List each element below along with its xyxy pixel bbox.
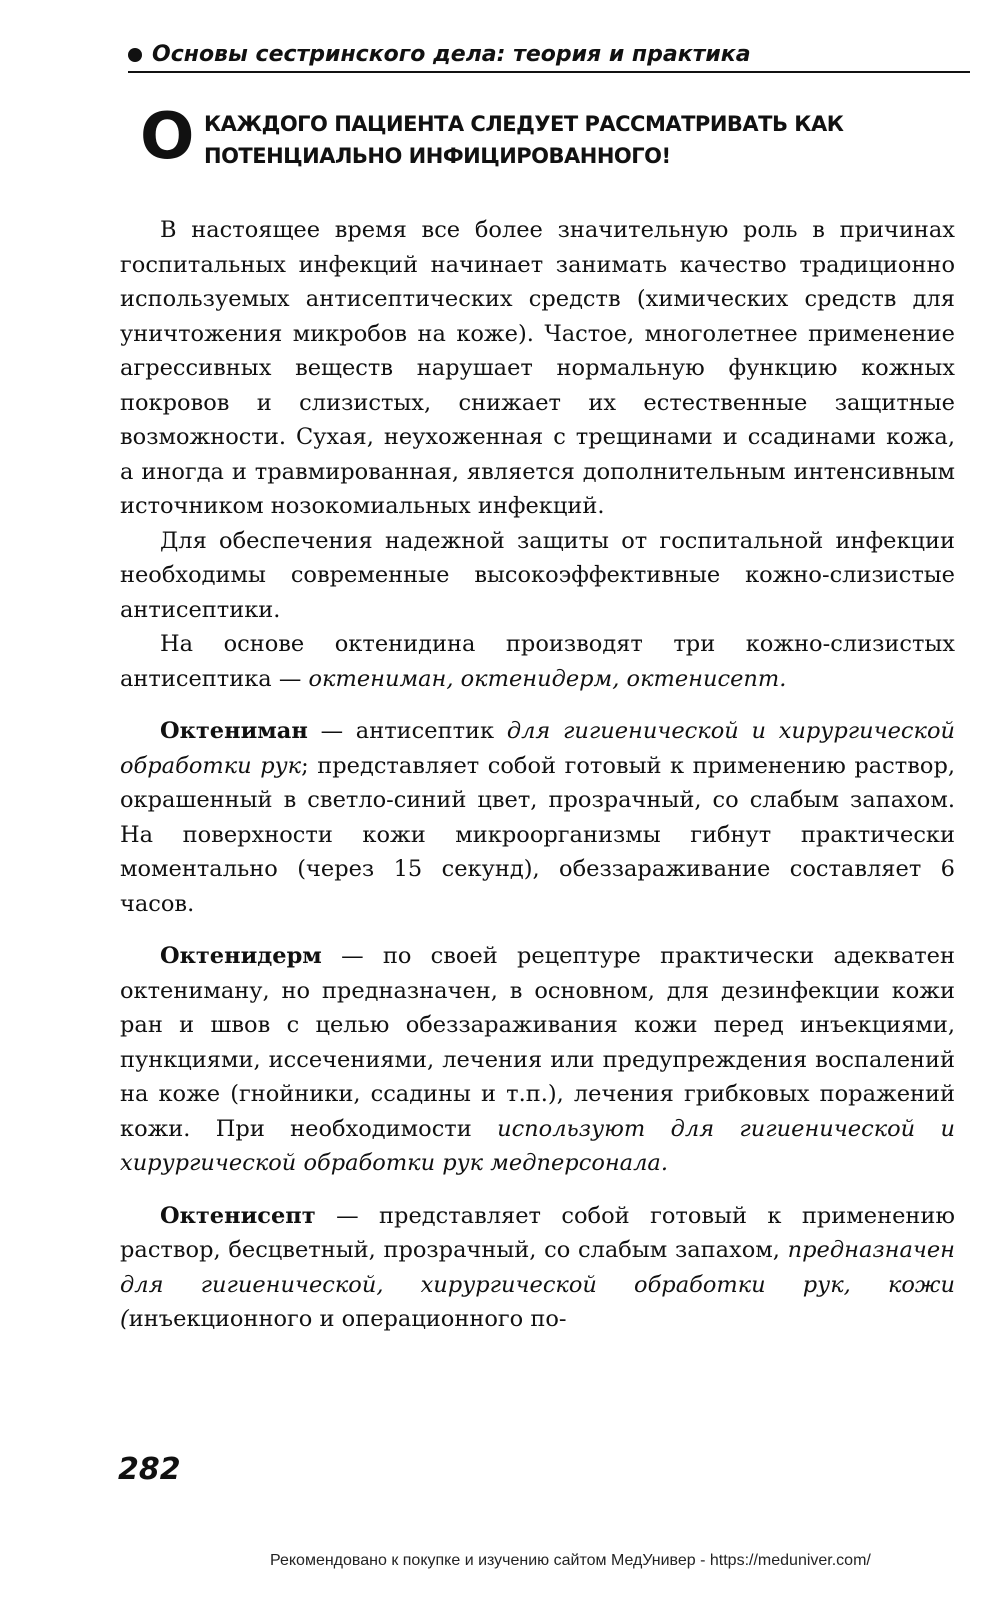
p4-text-a: — антисептик <box>307 718 507 744</box>
bullet-icon <box>128 48 142 62</box>
body-text <box>120 213 955 1337</box>
p3-text: На основе октенидина производят три кожно-слизистых антисептика — <box>120 631 955 692</box>
p6-text-a: — представляет собой готовый к применению раствор, бесцветный, прозрачный, со слабым запахом, <box>120 1202 955 1263</box>
footer-note: Рекомендовано к покупке и изучению сайтом МедУнивер - https://meduniver.com/ <box>270 1552 871 1569</box>
p5-italic: используют для гигиенической и хирургической обработки рук медперсонала. <box>120 1115 956 1176</box>
paragraph-1: В настоящее время все более значительную роль в причинах госпитальных инфекций начинает занимать качество традиционно используемых антисептических средств (химических средств для уничтожения микробов на коже). Частое, многолетнее применение агрессивных веществ нарушает нормальную функцию кожных покровов и слизистых, снижает их естественные защитные возможности. Сухая, неухоженная с трещинами и ссадинами кожа, а иногда и травмированная, является дополнительным интенсивным источником нозокомиальных инфекций. <box>120 217 955 519</box>
warning-text: КАЖДОГО ПАЦИЕНТА СЛЕДУЕТ РАССМАТРИВАТЬ КАК ПОТЕНЦИАЛЬНО ИНФИЦИРОВАННОГО! <box>204 112 844 168</box>
p4-text-c: ; представляет собой готовый к применению раствор, окрашенный в светло-синий цвет, прозрачный, со слабым запахом. На поверхности кожи микроорганизмы гибнут практически моментально (через 15 секунд), обеззараживание составляет 6 часов. <box>120 752 955 917</box>
running-header <box>128 42 970 73</box>
term-octenidem: Октенидерм <box>160 943 322 969</box>
p6-text-c: инъекционного и операционного по- <box>128 1306 567 1332</box>
p4-italic: для гигиенической и хирургической обработки рук <box>120 718 955 779</box>
paragraph-2: Для обеспечения надежной защиты от госпитальной инфекции необходимы современные высокоэффективные кожно-слизистые антисептики. <box>120 527 955 623</box>
page-number: 282 <box>118 1452 181 1487</box>
warning-mark: О <box>140 100 195 174</box>
p3-italic: октениман, октенидерм, октенисепт. <box>308 665 787 692</box>
paragraph-octenisept <box>120 1199 955 1337</box>
running-title: Основы сестринского дела: теория и практика <box>152 42 751 67</box>
paragraph-3 <box>120 627 955 696</box>
term-octenisept: Октенисепт <box>160 1202 316 1229</box>
paragraph-octenidem <box>120 939 955 1181</box>
p5-text-a: — по своей рецептуре практически адекватен октениману, но предназначен, в основном, для дезинфекции кожи ран и швов с целью обеззараживания кожи перед инъекциями, пункциями, иссечениями, лечения или предупреждения воспалений на коже (гнойники, ссадины и т.п.), лечения грибковых поражений кожи. При необходимости <box>120 943 955 1142</box>
warning-box <box>140 100 970 174</box>
p6-italic: предназначен для гигиенической, хирургической обработки рук, кожи ( <box>120 1237 955 1332</box>
term-octeniman: Октениман <box>160 718 308 744</box>
paragraph-octeniman <box>120 714 955 921</box>
